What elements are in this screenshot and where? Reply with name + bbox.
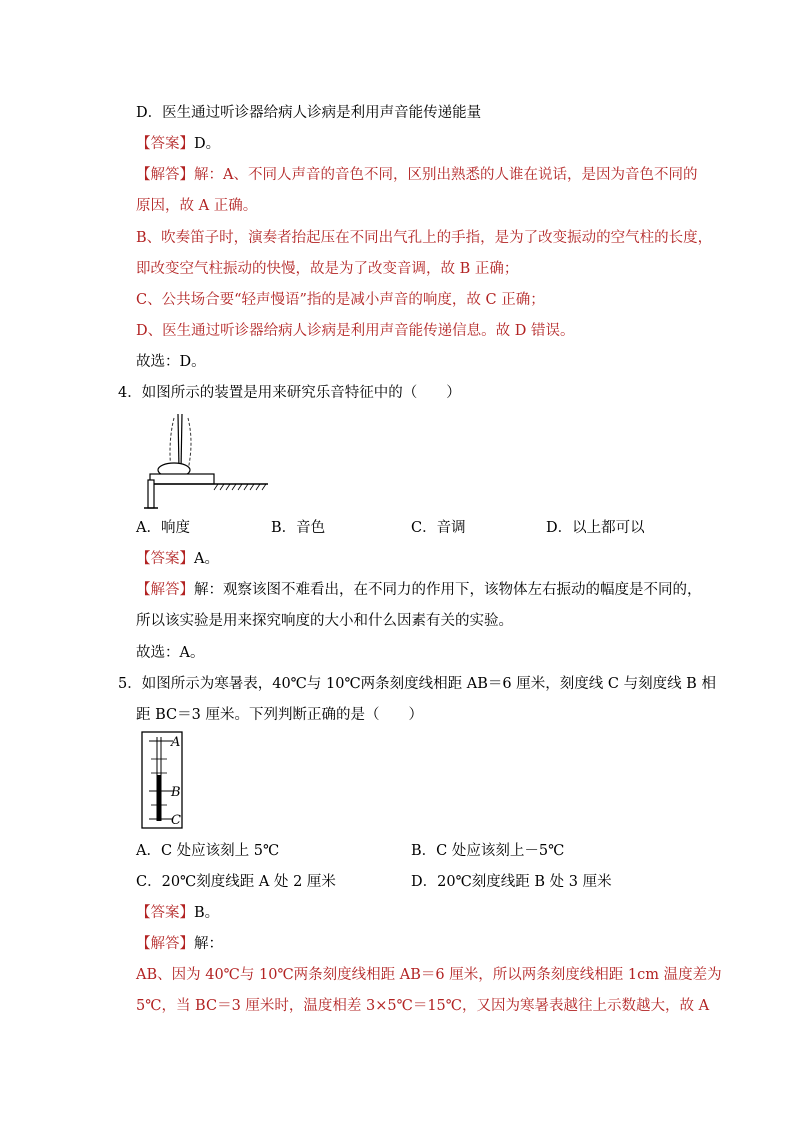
question-number: 5． xyxy=(118,676,142,692)
q5-analysis-line-1: AB、因为 40℃与 10℃两条刻度线相距 AB＝6 厘米，所以两条刻度线相距 1cm 温度差为 xyxy=(136,967,722,983)
q4-option-a: A．响度 xyxy=(136,520,190,536)
q5-option-a: A．C 处应该刻上 5℃ xyxy=(136,843,280,859)
answer-tag: 【答案】 xyxy=(136,136,194,152)
answer-value: A。 xyxy=(194,551,219,567)
q3-analysis-line-5: C、公共场合要“轻声慢语”指的是减小声音的响度，故 C 正确； xyxy=(136,292,545,308)
q3-analysis-line-3: B、吹奏笛子时，演奏者抬起压在不同出气孔上的手指，是为了改变振动的空气柱的长度， xyxy=(136,230,713,246)
q3-option-d: D．医生通过听诊器给病人诊病是利用声音能传递能量 xyxy=(136,105,482,121)
question-text: 如图所示的装置是用来研究乐音特征中的（ ） xyxy=(141,385,461,401)
q4-conclusion: 故选：A。 xyxy=(136,645,205,661)
q5-analysis-line-2: 5℃，当 BC＝3 厘米时，温度相差 3×5℃＝15℃，又因为寒暑表越往上示数越大，故 A xyxy=(136,998,710,1014)
label-c: C xyxy=(171,813,181,828)
question-number: 4． xyxy=(118,385,142,401)
q4-option-c: C．音调 xyxy=(411,520,466,536)
q4-analysis-line-1 xyxy=(136,580,702,600)
analysis-text: 解：A、不同人声音的音色不同，区别出熟悉的人谁在说话，是因为音色不同的 xyxy=(194,167,698,183)
q4-option-b: B．音色 xyxy=(271,520,326,536)
q5-stem-line-1 xyxy=(118,674,716,694)
tuning-ruler-figure xyxy=(138,412,278,512)
analysis-text: 解：观察该图不难看出，在不同力的作用下，该物体左右振动的幅度是不同的， xyxy=(194,582,702,598)
label-b: B xyxy=(171,785,181,800)
answer-value: D。 xyxy=(194,136,221,152)
answer-tag: 【答案】 xyxy=(136,905,194,921)
q3-analysis-line-6: D、医生通过听诊器给病人诊病是利用声音能传递信息。故 D 错误。 xyxy=(136,323,575,339)
analysis-tag: 【解答】 xyxy=(136,167,194,183)
answer-tag: 【答案】 xyxy=(136,551,194,567)
q3-answer xyxy=(136,134,220,154)
q5-option-c: C．20℃刻度线距 A 处 2 厘米 xyxy=(136,874,336,890)
q4-answer xyxy=(136,549,219,569)
q5-answer xyxy=(136,903,219,923)
q3-analysis-line-1 xyxy=(136,165,697,185)
q3-analysis-line-2: 原因，故 A 正确。 xyxy=(136,198,258,214)
q4-option-d: D．以上都可以 xyxy=(546,520,645,536)
q5-option-b: B．C 处应该刻上－5℃ xyxy=(411,843,565,859)
q5-option-d: D．20℃刻度线距 B 处 3 厘米 xyxy=(411,874,612,890)
q5-stem-line-2: 距 BC＝3 厘米。下列判断正确的是（ ） xyxy=(136,707,423,723)
analysis-tag: 【解答】 xyxy=(136,582,194,598)
analysis-text: 解： xyxy=(194,936,223,952)
thermometer-figure xyxy=(141,731,191,831)
q3-analysis-line-4: 即改变空气柱振动的快慢，故是为了改变音调，故 B 正确； xyxy=(136,261,519,277)
analysis-tag: 【解答】 xyxy=(136,936,194,952)
label-a: A xyxy=(171,735,181,750)
answer-value: B。 xyxy=(194,905,220,921)
q4-analysis-line-2: 所以该实验是用来探究响度的大小和什么因素有关的实验。 xyxy=(136,613,513,629)
question-text: 如图所示为寒暑表，40℃与 10℃两条刻度线相距 AB＝6 厘米，刻度线 C 与刻度线 B 相 xyxy=(141,676,716,692)
q5-analysis-head xyxy=(136,934,223,954)
q4-stem xyxy=(118,383,461,403)
q3-conclusion: 故选：D。 xyxy=(136,354,206,370)
